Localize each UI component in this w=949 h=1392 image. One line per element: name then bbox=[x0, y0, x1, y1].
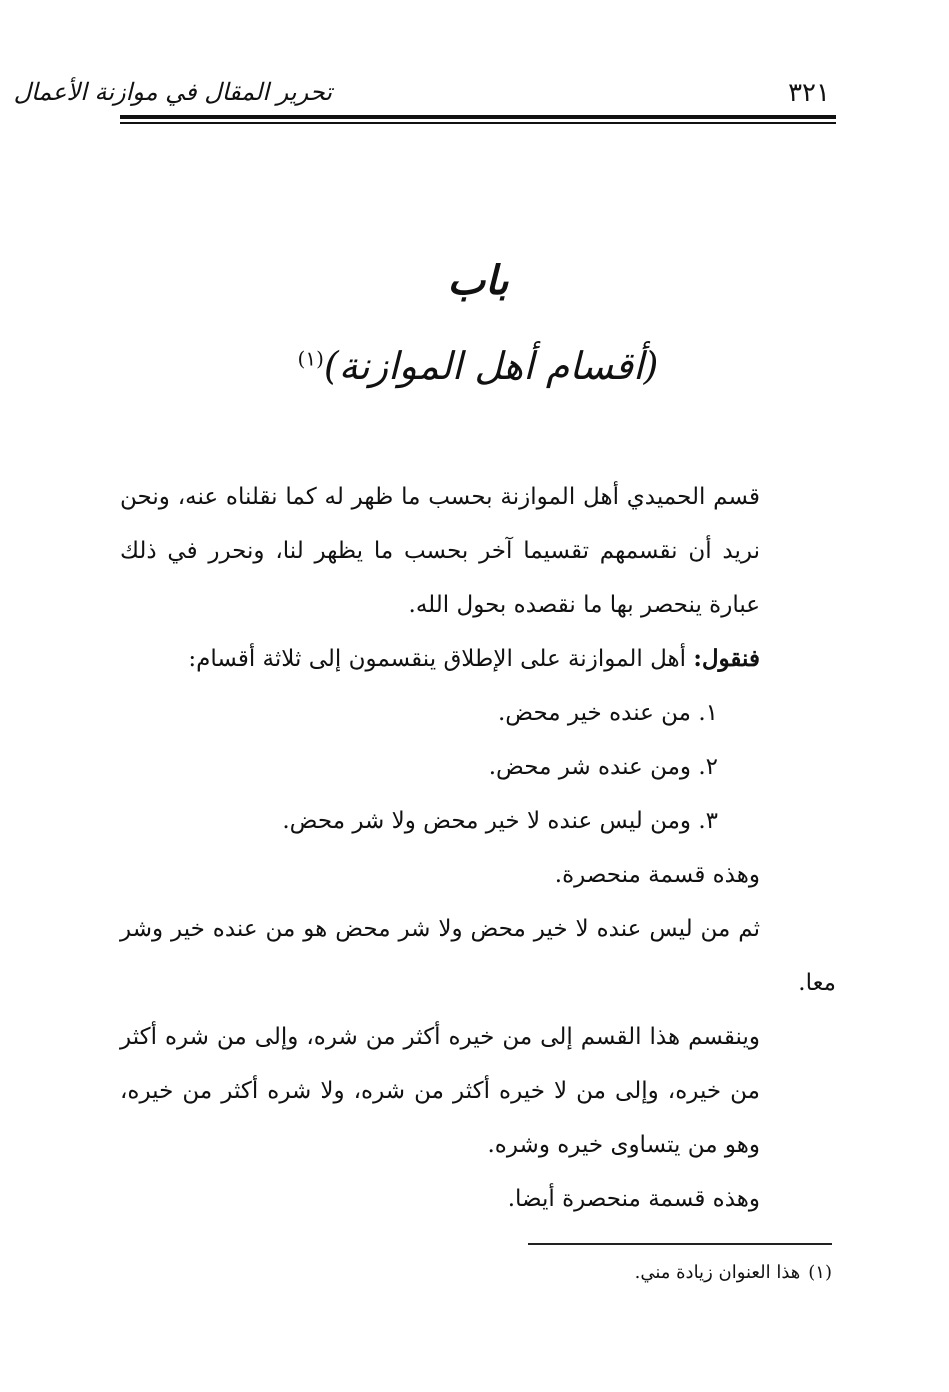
list-item-1: ١. من عنده خير محض. bbox=[497, 700, 718, 726]
footnote-text: هذا العنوان زيادة مني. bbox=[634, 1262, 801, 1283]
paragraph-2-text: أهل الموازنة على الإطلاق ينقسمون إلى ثلاثة أقسام: bbox=[188, 646, 694, 672]
page-number: ٣٢١ bbox=[788, 78, 830, 108]
paragraph-5: وينقسم هذا القسم إلى من خيره أكثر من شره، وإلى من شره أكثر من خيره، وإلى من لا خيره أكثر من شره، ولا شره أكثر من خيره، وهو من يتساوى خيره وشره. bbox=[120, 1024, 760, 1158]
footnote-reference: (١) bbox=[297, 346, 324, 371]
list-item-2: ٢. ومن عنده شر محض. bbox=[488, 754, 718, 780]
paragraph-2-lead: فنقول: bbox=[693, 645, 760, 672]
chapter-title bbox=[120, 344, 836, 388]
paragraph-1: قسم الحميدي أهل الموازنة بحسب ما ظهر له كما نقلناه عنه، ونحن نريد أن نقسمهم تقسيما آخر بحسب ما يظهر لنا، ونحرر في ذلك عبارة ينحصر بها ما نقصده بحول الله. bbox=[120, 484, 760, 618]
chapter-title-text: (أقسام أهل الموازنة) bbox=[323, 344, 659, 388]
header-rule-thin bbox=[120, 122, 836, 124]
footnote bbox=[120, 1262, 832, 1283]
chapter-heading: باب bbox=[447, 257, 509, 304]
footnote-marker: (١) bbox=[808, 1262, 832, 1283]
footnote-separator bbox=[528, 1243, 832, 1245]
paragraph-4: ثم من ليس عنده لا خير محض ولا شر محض هو من عنده خير وشر bbox=[120, 916, 760, 942]
paragraph-3: وهذه قسمة منحصرة. bbox=[554, 862, 760, 888]
paragraph-4-end: معا. bbox=[798, 970, 836, 996]
book-title: تحرير المقال في موازنة الأعمال bbox=[13, 78, 332, 106]
header-rule-thick bbox=[120, 115, 836, 119]
running-header bbox=[13, 72, 836, 112]
list-item-3: ٣. ومن ليس عنده لا خير محض ولا شر محض. bbox=[282, 808, 718, 834]
paragraph-2 bbox=[120, 632, 836, 686]
paragraph-6: وهذه قسمة منحصرة أيضا. bbox=[507, 1186, 760, 1212]
body-text bbox=[120, 470, 836, 1226]
